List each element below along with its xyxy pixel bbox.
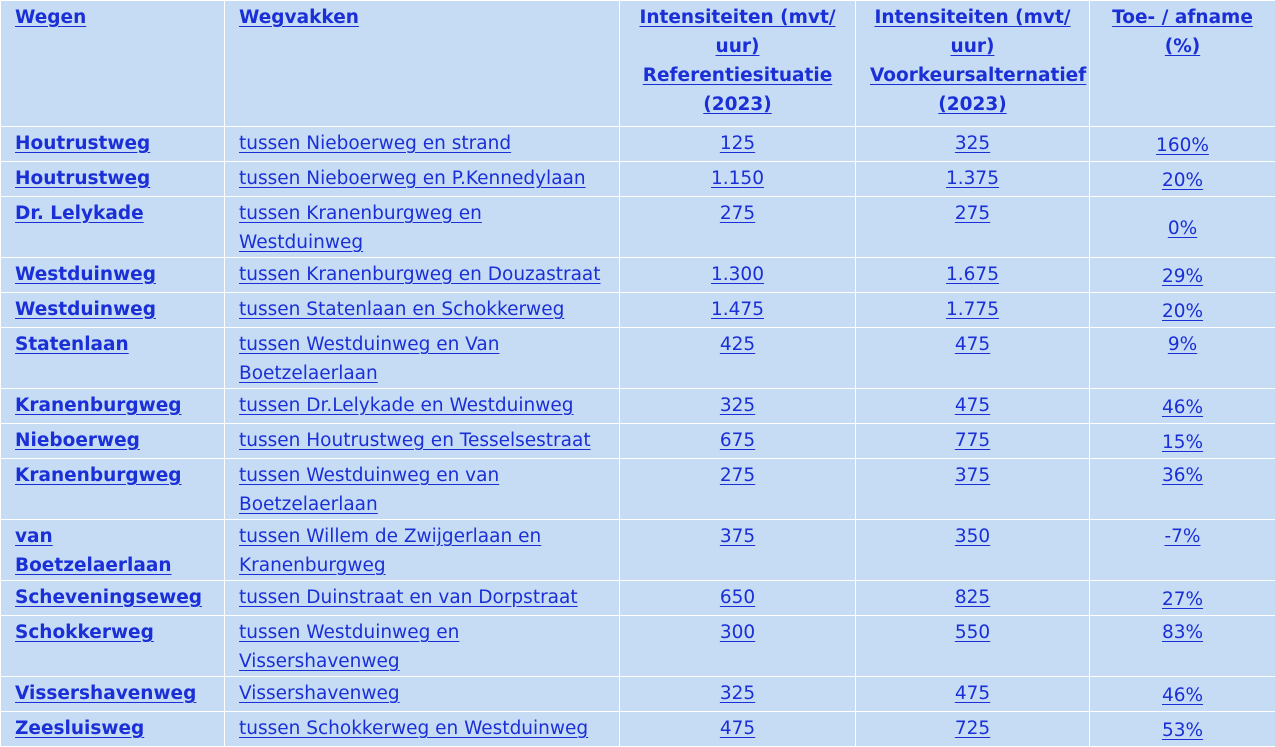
- header-wegen[interactable]: Wegen: [1, 1, 225, 127]
- reference-cell[interactable]: 275: [620, 197, 856, 258]
- reference-cell[interactable]: 425: [620, 328, 856, 389]
- road-cell[interactable]: van Boetzelaerlaan: [1, 520, 225, 581]
- change-cell[interactable]: 9%: [1090, 328, 1275, 389]
- segment-cell[interactable]: tussen Kranenburgweg en Westduinweg: [225, 197, 620, 258]
- table-row: [1, 389, 1275, 424]
- table-row: [1, 581, 1275, 616]
- road-cell[interactable]: Kranenburgweg: [1, 459, 225, 520]
- change-cell[interactable]: 20%: [1090, 162, 1275, 197]
- change-cell[interactable]: 160%: [1090, 127, 1275, 162]
- change-cell[interactable]: 27%: [1090, 581, 1275, 616]
- preferred-cell[interactable]: 350: [856, 520, 1090, 581]
- road-cell[interactable]: Zeesluisweg: [1, 712, 225, 747]
- preferred-cell[interactable]: 325: [856, 127, 1090, 162]
- table-row: [1, 616, 1275, 677]
- road-cell[interactable]: Westduinweg: [1, 293, 225, 328]
- table-row: [1, 293, 1275, 328]
- change-cell[interactable]: 20%: [1090, 293, 1275, 328]
- table-row: [1, 520, 1275, 581]
- segment-cell[interactable]: Vissershavenweg: [225, 677, 620, 712]
- header-change[interactable]: Toe- / afname (%): [1090, 1, 1275, 127]
- road-cell[interactable]: Houtrustweg: [1, 127, 225, 162]
- preferred-cell[interactable]: 475: [856, 677, 1090, 712]
- preferred-cell[interactable]: 825: [856, 581, 1090, 616]
- header-referentie[interactable]: Intensiteiten (mvt/ uur) Referentiesituatie (2023): [620, 1, 856, 127]
- reference-cell[interactable]: 275: [620, 459, 856, 520]
- change-cell[interactable]: 46%: [1090, 389, 1275, 424]
- preferred-cell[interactable]: 475: [856, 389, 1090, 424]
- reference-cell[interactable]: 475: [620, 712, 856, 747]
- segment-cell[interactable]: tussen Dr.Lelykade en Westduinweg: [225, 389, 620, 424]
- road-cell[interactable]: Westduinweg: [1, 258, 225, 293]
- change-cell[interactable]: 53%: [1090, 712, 1275, 747]
- segment-cell[interactable]: tussen Nieboerweg en P.Kennedylaan: [225, 162, 620, 197]
- preferred-cell[interactable]: 1.675: [856, 258, 1090, 293]
- segment-cell[interactable]: tussen Schokkerweg en Westduinweg: [225, 712, 620, 747]
- segment-cell[interactable]: tussen Westduinweg en Vissershavenweg: [225, 616, 620, 677]
- reference-cell[interactable]: 1.300: [620, 258, 856, 293]
- road-cell[interactable]: Kranenburgweg: [1, 389, 225, 424]
- preferred-cell[interactable]: 1.775: [856, 293, 1090, 328]
- table-row: [1, 424, 1275, 459]
- road-cell[interactable]: Houtrustweg: [1, 162, 225, 197]
- road-cell[interactable]: Schokkerweg: [1, 616, 225, 677]
- table-row: [1, 459, 1275, 520]
- table-row: [1, 258, 1275, 293]
- preferred-cell[interactable]: 375: [856, 459, 1090, 520]
- preferred-cell[interactable]: 550: [856, 616, 1090, 677]
- preferred-cell[interactable]: 1.375: [856, 162, 1090, 197]
- segment-cell[interactable]: tussen Willem de Zwijgerlaan en Kranenburgweg: [225, 520, 620, 581]
- reference-cell[interactable]: 300: [620, 616, 856, 677]
- header-voorkeur[interactable]: Intensiteiten (mvt/ uur) Voorkeursalternatief (2023): [856, 1, 1090, 127]
- road-cell[interactable]: Nieboerweg: [1, 424, 225, 459]
- table-row: [1, 328, 1275, 389]
- reference-cell[interactable]: 325: [620, 389, 856, 424]
- change-cell[interactable]: 83%: [1090, 616, 1275, 677]
- change-cell[interactable]: 15%: [1090, 424, 1275, 459]
- road-cell[interactable]: Dr. Lelykade: [1, 197, 225, 258]
- segment-cell[interactable]: tussen Statenlaan en Schokkerweg: [225, 293, 620, 328]
- road-cell[interactable]: Vissershavenweg: [1, 677, 225, 712]
- table-row: [1, 197, 1275, 258]
- header-wegvakken[interactable]: Wegvakken: [225, 1, 620, 127]
- segment-cell[interactable]: tussen Nieboerweg en strand: [225, 127, 620, 162]
- reference-cell[interactable]: 675: [620, 424, 856, 459]
- table-row: [1, 127, 1275, 162]
- reference-cell[interactable]: 650: [620, 581, 856, 616]
- change-cell[interactable]: -7%: [1090, 520, 1275, 581]
- preferred-cell[interactable]: 475: [856, 328, 1090, 389]
- segment-cell[interactable]: tussen Kranenburgweg en Douzastraat: [225, 258, 620, 293]
- preferred-cell[interactable]: 725: [856, 712, 1090, 747]
- road-cell[interactable]: Scheveningseweg: [1, 581, 225, 616]
- change-cell[interactable]: 29%: [1090, 258, 1275, 293]
- change-cell[interactable]: 0%: [1090, 197, 1275, 258]
- reference-cell[interactable]: 1.475: [620, 293, 856, 328]
- table-header-row: [1, 1, 1275, 127]
- segment-cell[interactable]: tussen Houtrustweg en Tesselsestraat: [225, 424, 620, 459]
- preferred-cell[interactable]: 775: [856, 424, 1090, 459]
- road-cell[interactable]: Statenlaan: [1, 328, 225, 389]
- change-cell[interactable]: 36%: [1090, 459, 1275, 520]
- preferred-cell[interactable]: 275: [856, 197, 1090, 258]
- table-row: [1, 712, 1275, 747]
- reference-cell[interactable]: 125: [620, 127, 856, 162]
- segment-cell[interactable]: tussen Duinstraat en van Dorpstraat: [225, 581, 620, 616]
- reference-cell[interactable]: 1.150: [620, 162, 856, 197]
- reference-cell[interactable]: 325: [620, 677, 856, 712]
- reference-cell[interactable]: 375: [620, 520, 856, 581]
- segment-cell[interactable]: tussen Westduinweg en van Boetzelaerlaan: [225, 459, 620, 520]
- table-row: [1, 162, 1275, 197]
- table-row: [1, 677, 1275, 712]
- segment-cell[interactable]: tussen Westduinweg en Van Boetzelaerlaan: [225, 328, 620, 389]
- change-cell[interactable]: 46%: [1090, 677, 1275, 712]
